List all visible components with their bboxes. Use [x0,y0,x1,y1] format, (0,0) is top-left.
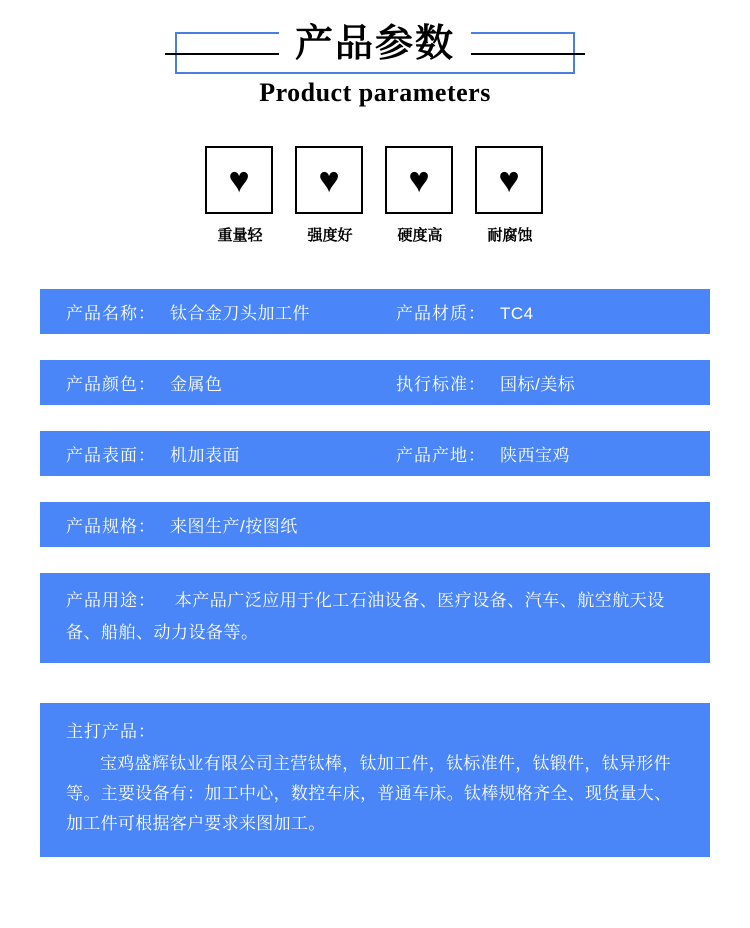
heart-icon: ♥ [385,146,453,214]
param-value: 国标/美标 [500,375,576,394]
feature-item [385,146,455,245]
feature-item [295,146,365,245]
param-label: 产品名称： [66,304,156,323]
heart-icon: ♥ [295,146,363,214]
param-value: TC4 [500,304,534,323]
param-cell [40,370,390,395]
page-subtitle: Product parameters [259,78,491,107]
param-value: 钛合金刀头加工件 [170,304,310,323]
table-row [40,431,710,476]
param-cell [390,441,710,466]
heart-icon: ♥ [475,146,543,214]
param-value: 陕西宝鸡 [500,446,570,465]
main-product-block [40,703,710,857]
param-cell [40,512,298,537]
main-product-title: 主打产品： [66,722,156,741]
param-cell [40,299,390,324]
param-cell [390,299,710,324]
page-title-wrap [0,14,750,72]
table-row-usage [40,573,710,663]
page-title: 产品参数 [279,14,471,72]
feature-label: 重量轻 [217,227,263,244]
table-row [40,360,710,405]
feature-item [475,146,545,245]
table-row [40,502,710,547]
param-label: 产品用途： [66,591,156,610]
table-row [40,289,710,334]
param-label: 产品颜色： [66,375,156,394]
param-cell [40,441,390,466]
feature-label: 硬度高 [397,227,443,244]
param-label: 执行标准： [396,375,486,394]
product-parameters-page [0,14,750,928]
feature-item [205,146,275,245]
page-header [0,14,750,124]
param-value: 机加表面 [170,446,240,465]
feature-list [0,146,750,245]
param-cell [390,370,710,395]
param-label: 产品材质： [396,304,486,323]
main-product-body: 宝鸡盛辉钛业有限公司主营钛棒，钛加工件，钛标准件，钛锻件，钛异形件等。主要设备有：加工中心，数控车床，普通车床。钛棒规格齐全、现货量大、加工件可根据客户要求来图加工。 [66,754,672,833]
param-value: 金属色 [170,375,223,394]
parameter-table [0,289,750,663]
param-value: 来图生产/按图纸 [170,517,298,536]
param-value: 本产品广泛应用于化工石油设备、医疗设备、汽车、航空航天设备、船舶、动力设备等。 [66,591,665,642]
heart-icon: ♥ [205,146,273,214]
param-label: 产品表面： [66,446,156,465]
param-label: 产品规格： [66,517,156,536]
feature-label: 强度好 [307,227,353,244]
feature-label: 耐腐蚀 [487,227,533,244]
param-label: 产品产地： [396,446,486,465]
